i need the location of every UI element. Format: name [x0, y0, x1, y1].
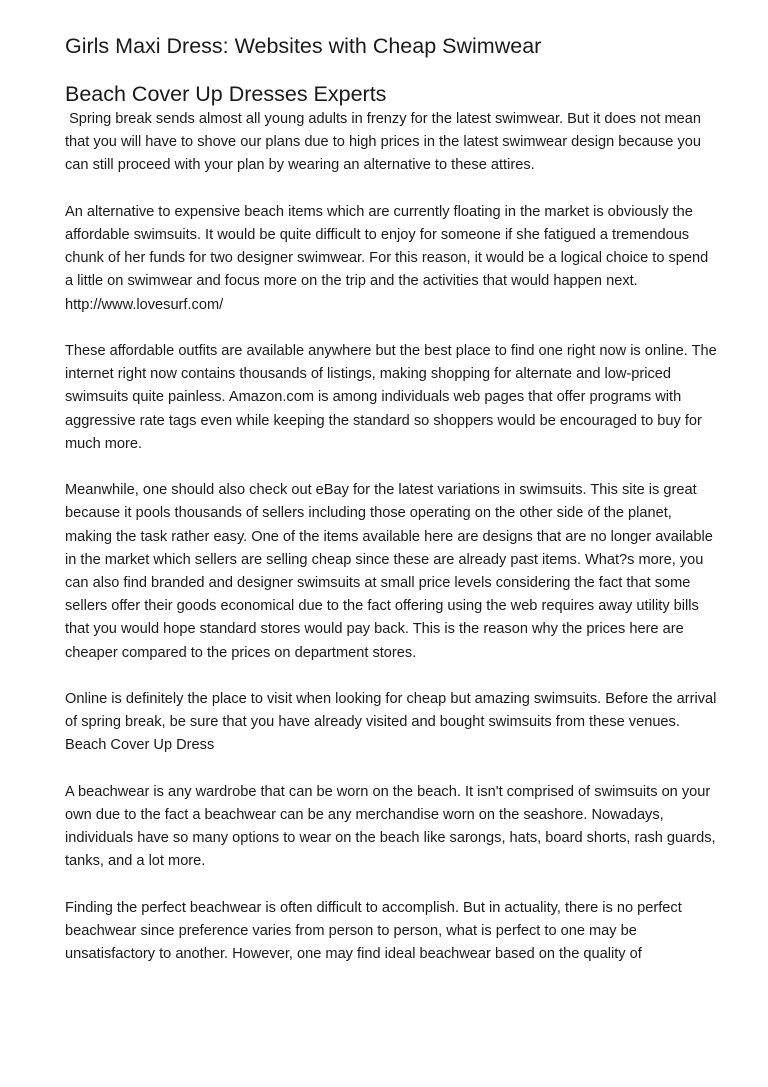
paragraph-1: Spring break sends almost all young adults in frenzy for the latest swimwear. But it does not mean that you will have to shove our plans due to high prices in the latest swimwear design because you can still proceed with your plan by wearing an alternative to these attires.: [65, 111, 706, 174]
paragraph-2: An alternative to expensive beach items which are currently floating in the market is obviously the affordable swimsuits. It would be quite difficult to enjoy for someone if she fatigued a tremendous chunk of her funds for two designer swimwear. For this reason, it would be a logical choice to spend a little on swimwear and focus more on the trip and the activities that would happen next.: [65, 203, 709, 290]
lovesurf-link[interactable]: http://www.lovesurf.com/: [65, 296, 224, 313]
paragraph-7: Finding the perfect beachwear is often difficult to accomplish. But in actuality, there is no perfect beachwear since preference varies from person to person, what is perfect to one may be unsatisfactory to another. However, one may find ideal beachwear based on the quality of: [65, 899, 682, 963]
paragraph-3: These affordable outfits are available anywhere but the best place to find one right now is online. The internet right now contains thousands of listings, making shopping for alternate and low-priced swimsuits quite painless. Amazon.com is among individuals web pages that offer programs with aggressive rate tags even while keeping the standard so shoppers would be encouraged to buy for much more.: [65, 343, 717, 452]
paragraph-4: Meanwhile, one should also check out eBay for the latest variations in swimsuits. This site is great because it pools thousands of sellers including those operating on the other side of the planet, making the task rather easy. One of the items available here are designs that are no longer available in the market which sellers are selling cheap since these are already past items. What?s more, you can also find branded and designer swimsuits at small price levels considering the fact that some sellers offer their goods economical due to the fact offering using the web requires away utility bills that you would hope standard stores would pay back. This is the reason why the prices here are cheaper compared to the prices on department stores.: [65, 482, 713, 661]
document-subtitle: Beach Cover Up Dresses Experts: [65, 82, 387, 106]
paragraph-5: Online is definitely the place to visit when looking for cheap but amazing swimsuits. Before the arrival of spring break, be sure that you have already visited and bought swimsuits from these venues.: [65, 691, 717, 731]
beach-cover-up-dress-link[interactable]: Beach Cover Up Dress: [65, 737, 215, 754]
paragraph-6: A beachwear is any wardrobe that can be worn on the beach. It isn't comprised of swimsuits on your own due to the fact a beachwear can be any merchandise worn on the seashore. Nowadays, individuals have so many options to wear on the beach like sarongs, hats, board shorts, rash guards, tanks, and a lot more.: [65, 783, 716, 870]
document-page: [65, 30, 720, 966]
document-title: Girls Maxi Dress: Websites with Cheap Swimwear: [65, 34, 542, 58]
